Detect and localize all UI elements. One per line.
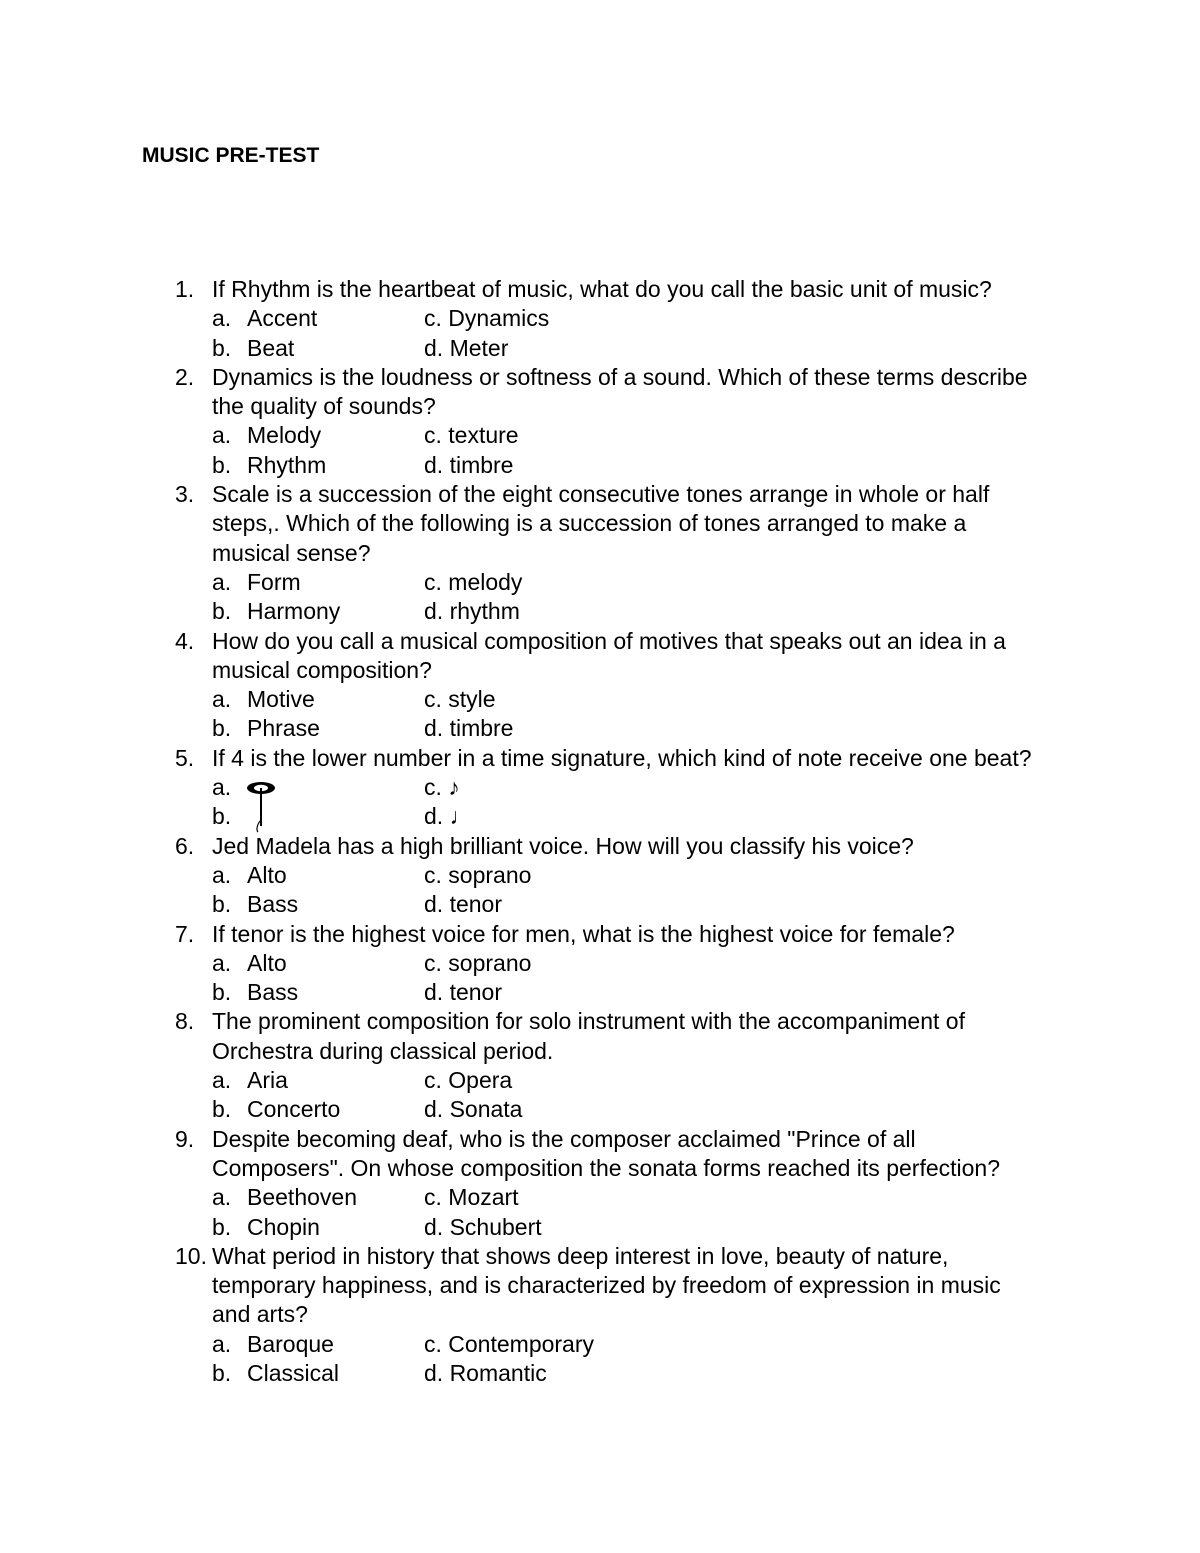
options-row <box>0 802 1200 831</box>
question-text: What period in history that shows deep interest in love, beauty of nature, <box>212 1242 949 1269</box>
option-text: Classical <box>247 1359 340 1386</box>
half-note-icon <box>257 788 261 832</box>
option-text: Chopin <box>247 1213 320 1240</box>
option-text: Bass <box>247 891 299 918</box>
option-letter: b. <box>212 803 232 830</box>
option-letter: a. <box>212 305 232 332</box>
option-letter: b. <box>212 1359 232 1386</box>
answer-option: c. soprano <box>424 949 532 976</box>
answer-option: d. tenor <box>424 979 502 1006</box>
option-text: Motive <box>247 686 315 713</box>
option-text: Alto <box>247 861 287 888</box>
answer-option <box>212 597 340 626</box>
question-text: If 4 is the lower number in a time signature, which kind of note receive one beat? <box>212 744 1032 771</box>
question-list <box>0 275 1200 1388</box>
answer-option: d. Meter <box>424 334 509 361</box>
question-line <box>0 480 1200 509</box>
answer-option <box>212 949 287 978</box>
answer-option: c. Dynamics <box>424 305 550 332</box>
option-letter: a. <box>212 949 232 976</box>
question-line <box>0 656 1200 685</box>
answer-option: d. tenor <box>424 891 502 918</box>
answer-option: c. ♪ <box>424 774 460 801</box>
answer-option: d. Romantic <box>424 1359 547 1386</box>
option-letter: b. <box>212 1096 232 1123</box>
question-text: Composers". On whose composition the sonata forms reached its perfection? <box>212 1154 1000 1181</box>
question-line <box>0 392 1200 421</box>
option-text: Form <box>247 568 301 595</box>
question-number: 2. <box>175 363 195 390</box>
question-line <box>0 1125 1200 1154</box>
option-text: Alto <box>247 949 287 976</box>
answer-option: c. soprano <box>424 861 532 888</box>
options-row <box>0 334 1200 363</box>
question-text: If Rhythm is the heartbeat of music, what do you call the basic unit of music? <box>212 276 992 302</box>
answer-option: c. Contemporary <box>424 1330 595 1357</box>
options-row <box>0 1183 1200 1212</box>
question-text: Scale is a succession of the eight consecutive tones arrange in whole or half <box>212 481 990 508</box>
question-number: 1. <box>175 276 195 302</box>
answer-option <box>212 1330 334 1359</box>
question-line <box>0 832 1200 861</box>
question-line <box>0 1154 1200 1183</box>
question-number: 5. <box>175 744 195 771</box>
option-letter: a. <box>212 422 232 449</box>
note-icons <box>245 776 291 836</box>
question-line <box>0 1271 1200 1300</box>
answer-option: d. timbre <box>424 715 514 742</box>
options-row <box>0 421 1200 450</box>
options-row <box>0 568 1200 597</box>
question-text: Despite becoming deaf, who is the composer acclaimed "Prince of all <box>212 1125 916 1152</box>
option-text: Beethoven <box>247 1184 357 1211</box>
answer-option: c. Opera <box>424 1067 513 1094</box>
question-text: temporary happiness, and is characterized by freedom of expression in music <box>212 1272 1001 1299</box>
option-text: Baroque <box>247 1330 334 1357</box>
question-text: Orchestra during classical period. <box>212 1037 554 1064</box>
question-text: and arts? <box>212 1301 308 1328</box>
options-row <box>0 978 1200 1007</box>
option-letter: b. <box>212 598 232 625</box>
question-text: musical sense? <box>212 539 371 566</box>
question-number: 4. <box>175 627 195 654</box>
answer-option <box>212 1183 357 1212</box>
options-row <box>0 890 1200 919</box>
question-number: 8. <box>175 1008 195 1035</box>
question-text: Jed Madela has a high brilliant voice. How will you classify his voice? <box>212 832 914 859</box>
question-line <box>0 275 1200 304</box>
answer-option <box>212 978 298 1007</box>
option-letter: b. <box>212 334 232 361</box>
answer-option: d. rhythm <box>424 598 520 625</box>
question-number: 9. <box>175 1125 195 1152</box>
answer-option <box>212 685 315 714</box>
options-row <box>0 1359 1200 1388</box>
question-text: musical composition? <box>212 656 432 683</box>
answer-option: c. melody <box>424 568 523 595</box>
answer-option: c. style <box>424 686 496 713</box>
question-line <box>0 744 1200 773</box>
question-text: Dynamics is the loudness or softness of a sound. Which of these terms describe <box>212 363 1028 390</box>
options-row <box>0 949 1200 978</box>
option-text: Aria <box>247 1067 288 1094</box>
answer-option <box>212 890 298 919</box>
answer-option <box>212 568 301 597</box>
options-row <box>0 597 1200 626</box>
question-text: If tenor is the highest voice for men, what is the highest voice for female? <box>212 920 955 947</box>
answer-option <box>212 802 247 831</box>
answer-option <box>212 1359 339 1388</box>
answer-option <box>212 1213 320 1242</box>
option-letter: a. <box>212 1330 232 1357</box>
options-row <box>0 861 1200 890</box>
option-letter: a. <box>212 861 232 888</box>
options-row <box>0 773 1200 802</box>
option-letter: a. <box>212 1184 232 1211</box>
option-text: Concerto <box>247 1096 341 1123</box>
question-line <box>0 627 1200 656</box>
option-letter: a. <box>212 1067 232 1094</box>
options-row <box>0 1213 1200 1242</box>
option-letter: b. <box>212 891 232 918</box>
option-text: Harmony <box>247 598 341 625</box>
answer-option <box>212 861 287 890</box>
question-line <box>0 539 1200 568</box>
option-text: Phrase <box>247 715 320 742</box>
question-number: 10. <box>175 1242 207 1269</box>
answer-option <box>212 714 320 743</box>
question-number: 6. <box>175 832 195 859</box>
options-row <box>0 1066 1200 1095</box>
answer-option <box>212 1095 340 1124</box>
question-line <box>0 920 1200 949</box>
answer-option: c. texture <box>424 422 519 449</box>
answer-option <box>212 304 317 333</box>
option-text: Bass <box>247 979 299 1006</box>
question-line <box>0 1242 1200 1271</box>
option-letter: b. <box>212 451 232 478</box>
option-letter: b. <box>212 979 232 1006</box>
option-text: Melody <box>247 422 322 449</box>
answer-option <box>212 334 294 363</box>
page-title: MUSIC PRE-TEST <box>142 144 320 167</box>
question-number: 7. <box>175 920 195 947</box>
question-text: steps,. Which of the following is a succession of tones arranged to make a <box>212 510 967 537</box>
answer-option: d. timbre <box>424 451 514 478</box>
option-letter: a. <box>212 686 232 713</box>
answer-option: d. ♩ <box>424 803 473 830</box>
option-text: Accent <box>247 305 318 332</box>
options-row <box>0 304 1200 333</box>
answer-option <box>212 773 247 802</box>
answer-option: c. Mozart <box>424 1184 519 1211</box>
question-line <box>0 1007 1200 1036</box>
option-letter: b. <box>212 715 232 742</box>
question-line <box>0 1037 1200 1066</box>
question-text: The prominent composition for solo instrument with the accompaniment of <box>212 1008 965 1035</box>
options-row <box>0 1330 1200 1359</box>
question-text: the quality of sounds? <box>212 393 436 420</box>
question-text: How do you call a musical composition of motives that speaks out an idea in a <box>212 627 1006 654</box>
answer-option: d. Schubert <box>424 1213 542 1240</box>
option-text: Beat <box>247 334 295 361</box>
answer-option <box>212 421 321 450</box>
answer-option <box>212 1066 288 1095</box>
question-line <box>0 1300 1200 1329</box>
answer-option: d. Sonata <box>424 1096 523 1123</box>
option-letter: a. <box>212 774 232 801</box>
options-row <box>0 685 1200 714</box>
question-line <box>0 363 1200 392</box>
option-letter: a. <box>212 568 232 595</box>
option-letter: b. <box>212 1213 232 1240</box>
options-row <box>0 1095 1200 1124</box>
question-line <box>0 509 1200 538</box>
answer-option <box>212 451 326 480</box>
options-row <box>0 714 1200 743</box>
options-row <box>0 451 1200 480</box>
option-text: Rhythm <box>247 451 327 478</box>
question-number: 3. <box>175 481 195 508</box>
